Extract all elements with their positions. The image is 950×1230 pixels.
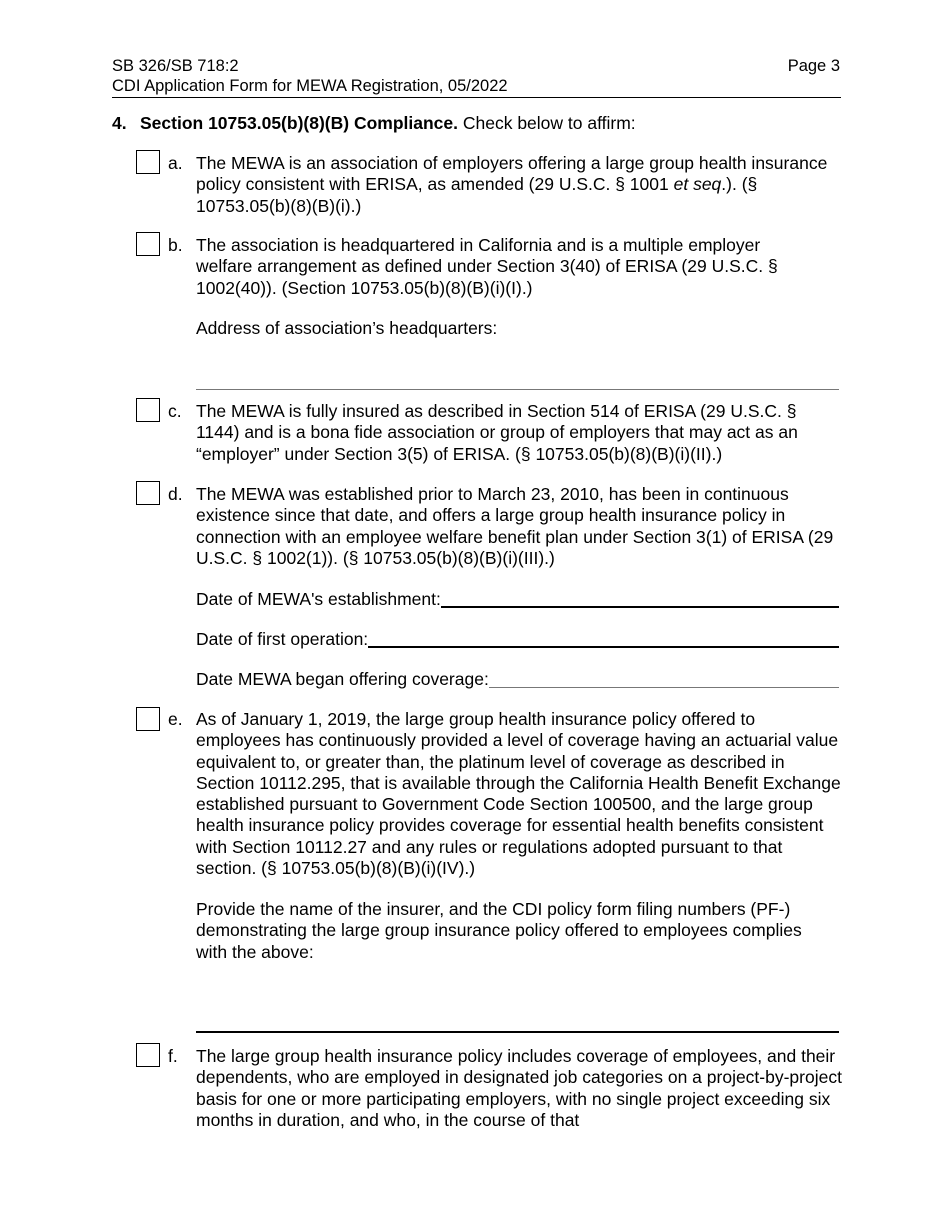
item-e-text: As of January 1, 2019, the large group health insurance policy offered to employees has continuously provided a level of coverage having an actuarial value equivalent to, or greater than, the platinum level of coverage as described in Section 10112.295, that is available through the California Health Benefit Exchange established pursuant to Government Code Section 100500, and the large group health insurance policy provides coverage for essential health benefits consistent with Section 10112.27 and any rules or regulations adopted pursuant to that section. (§ 10753.05(b)(8)(B)(i)(IV).) — [196, 709, 841, 879]
coverage-date-label: Date MEWA began offering coverage: — [196, 669, 489, 689]
header-divider — [112, 97, 841, 98]
hq-address-field[interactable] — [196, 389, 839, 390]
item-a-text — [196, 153, 846, 217]
first-operation-label: Date of first operation: — [196, 629, 369, 649]
coverage-date-row — [196, 666, 839, 690]
page-number: Page 3 — [787, 57, 840, 75]
establishment-date-field[interactable] — [441, 606, 839, 608]
first-operation-field[interactable] — [368, 646, 839, 648]
item-b-letter: b. — [168, 235, 183, 255]
establishment-date-label: Date of MEWA's establishment: — [196, 589, 441, 609]
checkbox-item-c[interactable] — [136, 398, 160, 422]
section-title: Section 10753.05(b)(8)(B) Compliance. — [140, 113, 458, 133]
item-d-text: The MEWA was established prior to March 23, 2010, has been in continuous existence since that date, and offers a large group health insurance policy in connection with an employee welfare benefit plan under Section 3(1) of ERISA (29 U.S.C. § 1002(1)). (§ 10753.05(b)(8)(B)(i)(III).) — [196, 484, 834, 568]
item-c-text: The MEWA is fully insured as described in Section 514 of ERISA (29 U.S.C. § 1144) and is a bona fide association or group of employers that may act as an “employer” under Section 3(5) of ERISA. (§ 10753.05(b)(8)(B)(i)(II).) — [196, 401, 798, 464]
checkbox-item-b[interactable] — [136, 232, 160, 256]
item-f-letter: f. — [168, 1046, 178, 1066]
item-a-text-italic: et seq — [673, 174, 722, 195]
item-a-letter: a. — [168, 153, 183, 173]
section-number: 4. — [112, 113, 127, 133]
item-e-letter: e. — [168, 709, 183, 729]
header-left — [112, 56, 508, 96]
checkbox-item-a[interactable] — [136, 150, 160, 174]
item-c-letter: c. — [168, 401, 182, 421]
hq-address-label: Address of association’s headquarters: — [196, 318, 498, 338]
item-f-text: The large group health insurance policy includes coverage of employees, and their dependents, who are employed in designated job categories on a project-by-project basis for one or more participating employers, with no single project exceeding six months in duration, and who, in the course of that — [196, 1046, 842, 1130]
item-a-text-main: The MEWA is an association of employers offering a large group health insurance policy consistent with ERISA, as amended (29 U.S.C. § 1001 — [196, 153, 828, 195]
insurer-prompt: Provide the name of the insurer, and the CDI policy form filing numbers (PF-) demonstrating the large group insurance policy offered to employees complies with the above: — [196, 899, 802, 962]
item-d-letter: d. — [168, 484, 183, 504]
checkbox-item-f[interactable] — [136, 1043, 160, 1067]
document-id: SB 326/SB 718:2 — [112, 57, 239, 75]
insurer-field[interactable] — [196, 1031, 839, 1033]
item-b-text: The association is headquartered in California and is a multiple employer welfare arrangement as defined under Section 3(40) of ERISA (29 U.S.C. § 1002(40)). (Section 10753.05(b)(8)(B)(i)(I).) — [196, 235, 778, 298]
section-heading-text — [140, 113, 636, 134]
checkbox-item-d[interactable] — [136, 481, 160, 505]
first-operation-row — [196, 626, 839, 650]
form-title: CDI Application Form for MEWA Registration, 05/2022 — [112, 77, 508, 95]
item-a-text-end: .). (§ 10753.05(b)(8)(B)(i).) — [196, 174, 758, 216]
establishment-date-row — [196, 586, 839, 610]
checkbox-item-e[interactable] — [136, 707, 160, 731]
section-instruction: Check below to affirm: — [458, 113, 636, 133]
coverage-date-field[interactable] — [489, 687, 839, 688]
